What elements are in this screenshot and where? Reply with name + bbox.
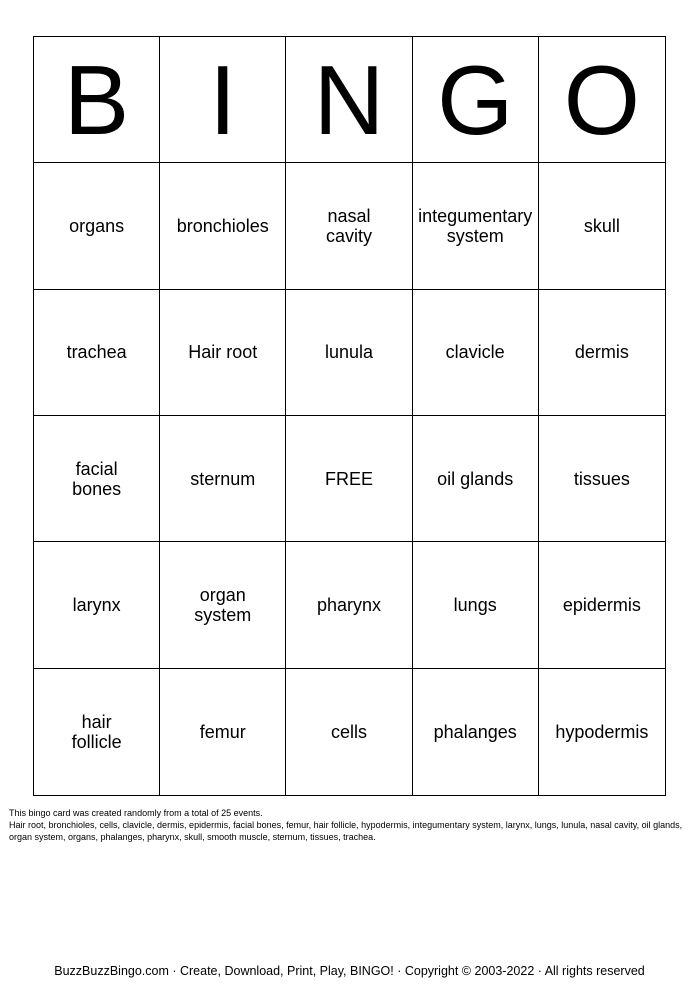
square-text: oil glands <box>437 468 514 489</box>
square-text: lunula <box>324 342 374 363</box>
square-text: tissues <box>573 468 630 489</box>
header-letter: N <box>313 44 385 155</box>
header-letter-i <box>160 37 286 163</box>
square-text: integumentary system <box>418 205 533 246</box>
header-letter: G <box>437 44 514 155</box>
bingo-square <box>160 163 286 289</box>
bingo-square <box>539 669 665 795</box>
square-text: pharynx <box>316 594 382 615</box>
square-text: Hair root <box>188 342 258 363</box>
square-text: facial bones <box>72 458 122 499</box>
square-text: clavicle <box>445 342 505 363</box>
square-text: organ system <box>194 584 252 625</box>
square-text: hair follicle <box>71 711 122 752</box>
bingo-card <box>33 36 666 796</box>
square-text: phalanges <box>433 721 517 742</box>
bingo-square <box>160 416 286 542</box>
bingo-square <box>413 163 539 289</box>
site-footer: BuzzBuzzBingo.com · Create, Download, Print, Play, BINGO! · Copyright © 2003-2022 · All rights reserved <box>54 964 645 978</box>
bingo-square <box>286 290 412 416</box>
bingo-square <box>34 163 160 289</box>
square-text: nasal cavity <box>325 205 372 246</box>
bingo-square <box>539 163 665 289</box>
header-letter-n <box>286 37 412 163</box>
bingo-square <box>539 542 665 668</box>
card-footnote <box>9 807 689 843</box>
bingo-square <box>160 542 286 668</box>
header-letter: O <box>563 44 640 155</box>
bingo-square <box>413 416 539 542</box>
bingo-square <box>160 290 286 416</box>
footnote-summary: This bingo card was created randomly from a total of 25 events. <box>9 808 263 818</box>
bingo-square <box>286 542 412 668</box>
footnote-word-list: Hair root, bronchioles, cells, clavicle, dermis, epidermis, facial bones, femur, hair follicle, hypodermis, integumentary system, larynx, lungs, lunula, nasal cavity, oil glands, organ system, organs, phalanges, pharynx, skull, smooth muscle, sternum, tissues, trachea. <box>9 820 683 842</box>
header-letter: B <box>63 44 130 155</box>
header-letter-g <box>413 37 539 163</box>
bingo-square <box>34 669 160 795</box>
bingo-square <box>286 669 412 795</box>
bingo-square <box>539 290 665 416</box>
bingo-square <box>286 163 412 289</box>
square-text: trachea <box>66 342 127 363</box>
bingo-square <box>413 669 539 795</box>
square-text: cells <box>330 721 367 742</box>
bingo-square <box>34 416 160 542</box>
square-text: larynx <box>72 594 121 615</box>
square-text: dermis <box>574 342 629 363</box>
square-text: sternum <box>190 468 256 489</box>
header-letter-o <box>539 37 665 163</box>
square-text: FREE <box>324 468 373 489</box>
bingo-square <box>160 669 286 795</box>
square-text: organs <box>69 215 125 236</box>
square-text: lungs <box>453 594 497 615</box>
bingo-square <box>34 542 160 668</box>
bingo-square <box>413 290 539 416</box>
free-square <box>286 416 412 542</box>
bingo-square <box>539 416 665 542</box>
bingo-square <box>34 290 160 416</box>
header-letter: I <box>209 44 237 155</box>
square-text: skull <box>583 215 620 236</box>
bingo-square <box>413 542 539 668</box>
square-text: femur <box>199 721 246 742</box>
square-text: bronchioles <box>176 215 269 236</box>
square-text: hypodermis <box>555 721 649 742</box>
square-text: epidermis <box>562 594 641 615</box>
header-letter-b <box>34 37 160 163</box>
